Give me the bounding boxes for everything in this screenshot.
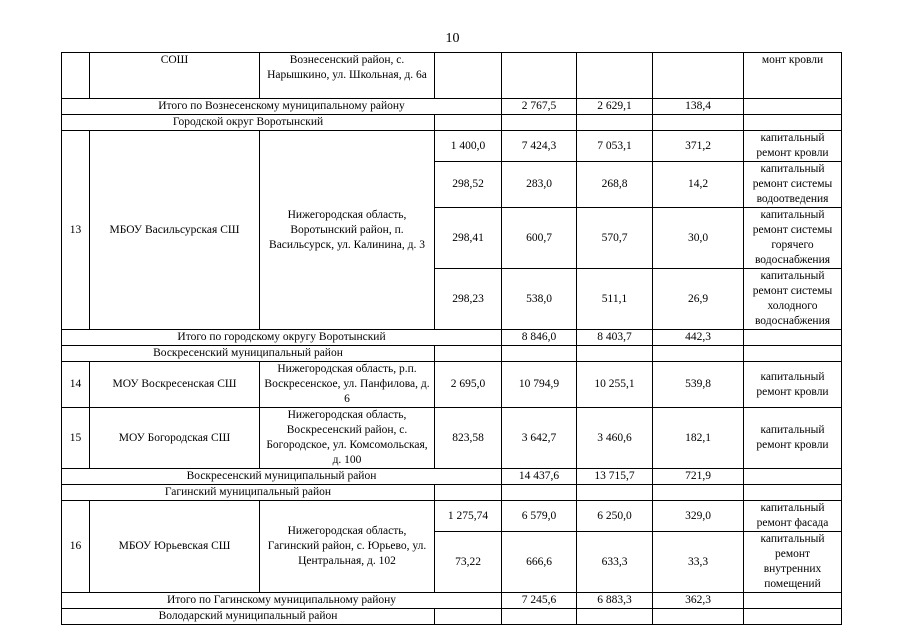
value-cell: 511,1 bbox=[577, 269, 653, 330]
row-number-cell: 14 bbox=[62, 362, 90, 408]
value-cell: 7 053,1 bbox=[577, 131, 653, 162]
work-type-cell: капитальный ремонт кровли bbox=[744, 408, 842, 469]
school-name-cell: МОУ Воскресенская СШ bbox=[90, 362, 260, 408]
value-cell: 6 250,0 bbox=[577, 501, 653, 532]
value-cell: 539,8 bbox=[653, 362, 744, 408]
page-number: 10 bbox=[445, 31, 460, 46]
value-cell: 329,0 bbox=[653, 501, 744, 532]
section-header-row bbox=[62, 115, 842, 131]
subtotal-value: 13 715,7 bbox=[577, 469, 653, 485]
table-row bbox=[62, 408, 842, 469]
area-cell: 298,52 bbox=[435, 162, 502, 208]
area-cell: 298,23 bbox=[435, 269, 502, 330]
address-cell: Нижегородская область, р.п. Воскресенское, ул. Панфилова, д. 6 bbox=[260, 362, 435, 408]
value-cell: 26,9 bbox=[653, 269, 744, 330]
address-cell: Нижегородская область, Воротынский район, п. Васильсурск, ул. Калинина, д. 3 bbox=[260, 131, 435, 330]
subtotal-label: Итого по городскому округу Воротынский bbox=[62, 330, 502, 346]
section-header-row bbox=[62, 346, 842, 362]
area-cell: 823,58 bbox=[435, 408, 502, 469]
table-row bbox=[62, 501, 842, 532]
subtotal-value: 14 437,6 bbox=[502, 469, 577, 485]
subtotal-value: 7 245,6 bbox=[502, 593, 577, 609]
value-cell: 3 460,6 bbox=[577, 408, 653, 469]
value-cell: 600,7 bbox=[502, 208, 577, 269]
subtotal-value: 2 767,5 bbox=[502, 99, 577, 115]
address-cell: Нижегородская область, Гагинский район, с. Юрьево, ул. Центральная, д. 102 bbox=[260, 501, 435, 593]
row-number-cell: 16 bbox=[62, 501, 90, 593]
subtotal-value: 6 883,3 bbox=[577, 593, 653, 609]
value-cell: 538,0 bbox=[502, 269, 577, 330]
table-row bbox=[62, 131, 842, 162]
value-cell: 14,2 bbox=[653, 162, 744, 208]
row-number-cell bbox=[62, 53, 90, 99]
subtotal-row bbox=[62, 330, 842, 346]
subtotal-value: 8 403,7 bbox=[577, 330, 653, 346]
school-name-cell: МБОУ Юрьевская СШ bbox=[90, 501, 260, 593]
section-title: Гагинский муниципальный район bbox=[62, 485, 435, 501]
subtotal-row bbox=[62, 593, 842, 609]
value-cell: 666,6 bbox=[502, 532, 577, 593]
subtotal-value: 721,9 bbox=[653, 469, 744, 485]
value-cell: 633,3 bbox=[577, 532, 653, 593]
address-cell: Вознесенский район, с. Нарышкино, ул. Школьная, д. 6а bbox=[260, 53, 435, 99]
value-cell: 10 255,1 bbox=[577, 362, 653, 408]
subtotal-value: 138,4 bbox=[653, 99, 744, 115]
work-type-cell: монт кровли bbox=[744, 53, 842, 99]
area-cell: 298,41 bbox=[435, 208, 502, 269]
table-row bbox=[62, 362, 842, 408]
subtotal-row bbox=[62, 99, 842, 115]
value-cell: 182,1 bbox=[653, 408, 744, 469]
work-type-cell: капитальный ремонт системы водоотведения bbox=[744, 162, 842, 208]
subtotal-value: 442,3 bbox=[653, 330, 744, 346]
school-name-cell: МБОУ Васильсурская СШ bbox=[90, 131, 260, 330]
budget-table bbox=[61, 52, 842, 625]
value-cell: 30,0 bbox=[653, 208, 744, 269]
school-name-cell: СОШ bbox=[90, 53, 260, 99]
area-cell: 2 695,0 bbox=[435, 362, 502, 408]
area-cell: 1 400,0 bbox=[435, 131, 502, 162]
subtotal-label: Итого по Вознесенскому муниципальному району bbox=[62, 99, 502, 115]
section-header-row bbox=[62, 609, 842, 625]
section-title: Городской округ Воротынский bbox=[62, 115, 435, 131]
subtotal-label: Воскресенский муниципальный район bbox=[62, 469, 502, 485]
subtotal-value: 2 629,1 bbox=[577, 99, 653, 115]
subtotal-row bbox=[62, 469, 842, 485]
subtotal-value: 362,3 bbox=[653, 593, 744, 609]
section-header-row bbox=[62, 485, 842, 501]
work-type-cell: капитальный ремонт системы горячего водоснабжения bbox=[744, 208, 842, 269]
value-cell: 33,3 bbox=[653, 532, 744, 593]
section-title: Воскресенский муниципальный район bbox=[62, 346, 435, 362]
value-cell: 6 579,0 bbox=[502, 501, 577, 532]
row-number-cell: 15 bbox=[62, 408, 90, 469]
value-cell: 570,7 bbox=[577, 208, 653, 269]
work-type-cell: капитальный ремонт внутренних помещений bbox=[744, 532, 842, 593]
section-title: Володарский муниципальный район bbox=[62, 609, 435, 625]
work-type-cell: капитальный ремонт фасада bbox=[744, 501, 842, 532]
work-type-cell: капитальный ремонт кровли bbox=[744, 362, 842, 408]
subtotal-label: Итого по Гагинскому муниципальному району bbox=[62, 593, 502, 609]
value-cell: 371,2 bbox=[653, 131, 744, 162]
area-cell: 73,22 bbox=[435, 532, 502, 593]
area-cell: 1 275,74 bbox=[435, 501, 502, 532]
school-name-cell: МОУ Богородская СШ bbox=[90, 408, 260, 469]
work-type-cell: капитальный ремонт системы холодного водоснабжения bbox=[744, 269, 842, 330]
value-cell: 268,8 bbox=[577, 162, 653, 208]
address-cell: Нижегородская область, Воскресенский район, с. Богородское, ул. Комсомольская, д. 100 bbox=[260, 408, 435, 469]
value-cell: 10 794,9 bbox=[502, 362, 577, 408]
value-cell: 7 424,3 bbox=[502, 131, 577, 162]
value-cell: 283,0 bbox=[502, 162, 577, 208]
value-cell: 3 642,7 bbox=[502, 408, 577, 469]
subtotal-value: 8 846,0 bbox=[502, 330, 577, 346]
work-type-cell: капитальный ремонт кровли bbox=[744, 131, 842, 162]
row-number-cell: 13 bbox=[62, 131, 90, 330]
table-row bbox=[62, 53, 842, 99]
